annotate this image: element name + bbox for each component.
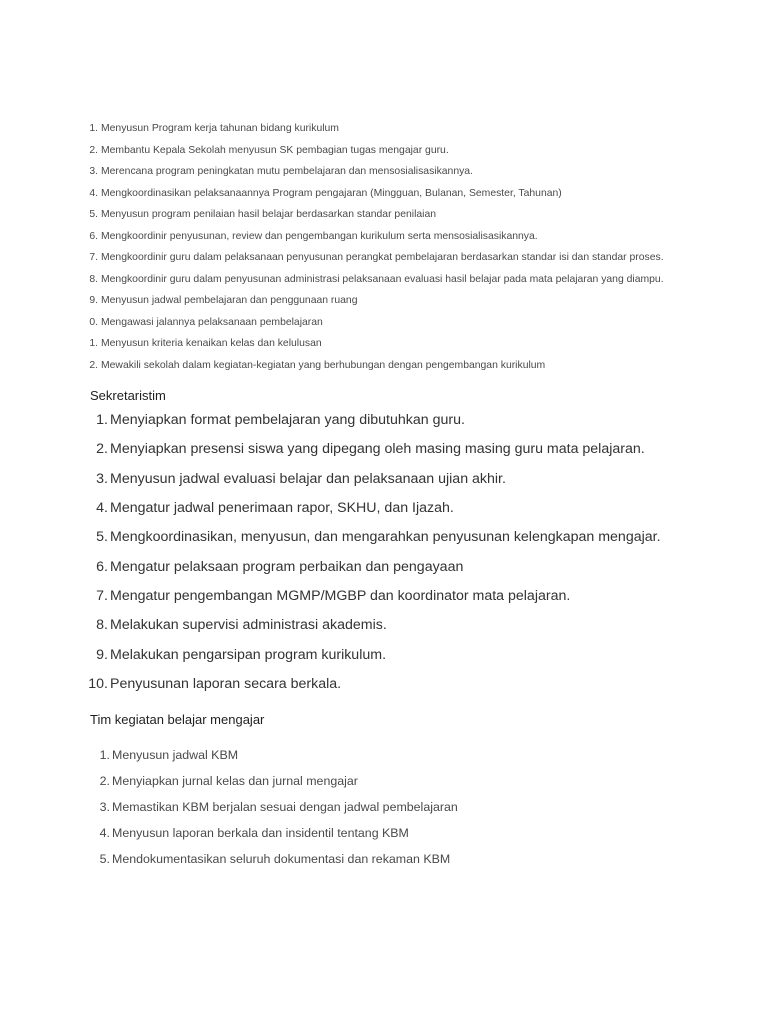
list-item-number: 6.	[89, 231, 98, 242]
list-item-number: 9.	[89, 295, 98, 306]
list-item-text: Membantu Kepala Sekolah menyusun SK pembagian tugas mengajar guru.	[101, 145, 449, 156]
list-item-text: Menyiapkan presensi siswa yang dipegang oleh masing masing guru mata pelajaran.	[110, 441, 645, 457]
list-item-text: Merencana program peningkatan mutu pembelajaran dan mensosialisasikannya.	[101, 166, 473, 177]
list-item-text: Menyusun program penilaian hasil belajar berdasarkan standar penilaian	[101, 209, 437, 220]
list-item-number: 1.	[99, 748, 110, 762]
list-item-text: Mendokumentasikan seluruh dokumentasi dan rekaman KBM	[112, 852, 451, 866]
list-item-text: Menyusun jadwal KBM	[112, 748, 239, 762]
list-item-text: Melakukan supervisi administrasi akademis.	[110, 617, 387, 633]
list-item-text: Mengkoordinir guru dalam penyusunan administrasi pelaksanaan evaluasi hasil belajar pada mata pelajaran yang diampu.	[101, 274, 664, 285]
list-item-text: Menyusun jadwal evaluasi belajar dan pelaksanaan ujian akhir.	[110, 471, 506, 487]
list-item-text: Memastikan KBM berjalan sesuai dengan jadwal pembelajaran	[112, 800, 458, 814]
list-item-text: Mengkoordinir penyusunan, review dan pengembangan kurikulum serta mensosialisasikannya.	[101, 231, 538, 242]
list-item-text: Menyusun kriteria kenaikan kelas dan kelulusan	[101, 338, 322, 349]
list-item-number: 5.	[96, 529, 108, 545]
list-item-number: 1.	[89, 338, 98, 349]
section-heading-sekretaristim: Sekretaristim	[90, 388, 166, 403]
list-item-text: Mengkoordinir guru dalam pelaksanaan penyusunan perangkat pembelajaran berdasarkan standar isi dan standar proses.	[101, 252, 664, 263]
list-item-number: 8.	[96, 617, 108, 633]
list-item-text: Menyusun Program kerja tahunan bidang kurikulum	[101, 123, 339, 134]
list-item-text: Menyusun laporan berkala dan insidentil tentang KBM	[112, 826, 409, 840]
list-item-text: Penyusunan laporan secara berkala.	[110, 676, 342, 692]
list-item-number: 9.	[96, 647, 108, 663]
list-item-number: 3.	[99, 800, 110, 814]
list-item-number: 4.	[89, 188, 98, 199]
list-item-number: 5.	[99, 852, 110, 866]
list-item-number: 8.	[89, 274, 98, 285]
list-item-text: Mengatur pengembangan MGMP/MGBP dan koordinator mata pelajaran.	[110, 588, 571, 604]
list-item-number: 4.	[99, 826, 110, 840]
list-item-text: Mengatur pelaksaan program perbaikan dan pengayaan	[110, 559, 464, 575]
list-item-text: Mengatur jadwal penerimaan rapor, SKHU, dan Ijazah.	[110, 500, 454, 516]
list-item-number: 2.	[89, 360, 98, 371]
list-item-number: 10.	[88, 676, 108, 692]
list-item-number: 7.	[89, 252, 98, 263]
list-item-number: 4.	[96, 500, 108, 516]
list-item-number: 0.	[89, 317, 98, 328]
list-item-number: 2.	[89, 145, 98, 156]
section-heading-tim-kbm: Tim kegiatan belajar mengajar	[90, 712, 265, 727]
list-item-text: Mewakili sekolah dalam kegiatan-kegiatan yang berhubungan dengan pengembangan kurikulum	[101, 360, 546, 371]
list-item-text: Menyusun jadwal pembelajaran dan penggunaan ruang	[101, 295, 358, 306]
list-item-number: 7.	[96, 588, 108, 604]
list-item-text: Menyiapkan format pembelajaran yang dibutuhkan guru.	[110, 412, 465, 428]
list-item-text: Mengawasi jalannya pelaksanaan pembelajaran	[101, 317, 323, 328]
list-item-text: Mengkoordinasikan pelaksanaannya Program pengajaran (Mingguan, Bulanan, Semester, Tahunan)	[101, 188, 562, 199]
list-item-number: 3.	[89, 166, 98, 177]
list-item-number: 1.	[89, 123, 98, 134]
list-item-number: 5.	[89, 209, 98, 220]
list-item-text: Menyiapkan jurnal kelas dan jurnal mengajar	[112, 774, 358, 788]
list-item-number: 2.	[96, 441, 108, 457]
list-item-text: Melakukan pengarsipan program kurikulum.	[110, 647, 387, 663]
list-item-number: 3.	[96, 471, 108, 487]
list-item-text: Mengkoordinasikan, menyusun, dan mengarahkan penyusunan kelengkapan mengajar.	[110, 529, 661, 545]
list-item-number: 1.	[96, 412, 108, 428]
list-item-number: 6.	[96, 559, 108, 575]
list-item-number: 2.	[99, 774, 110, 788]
